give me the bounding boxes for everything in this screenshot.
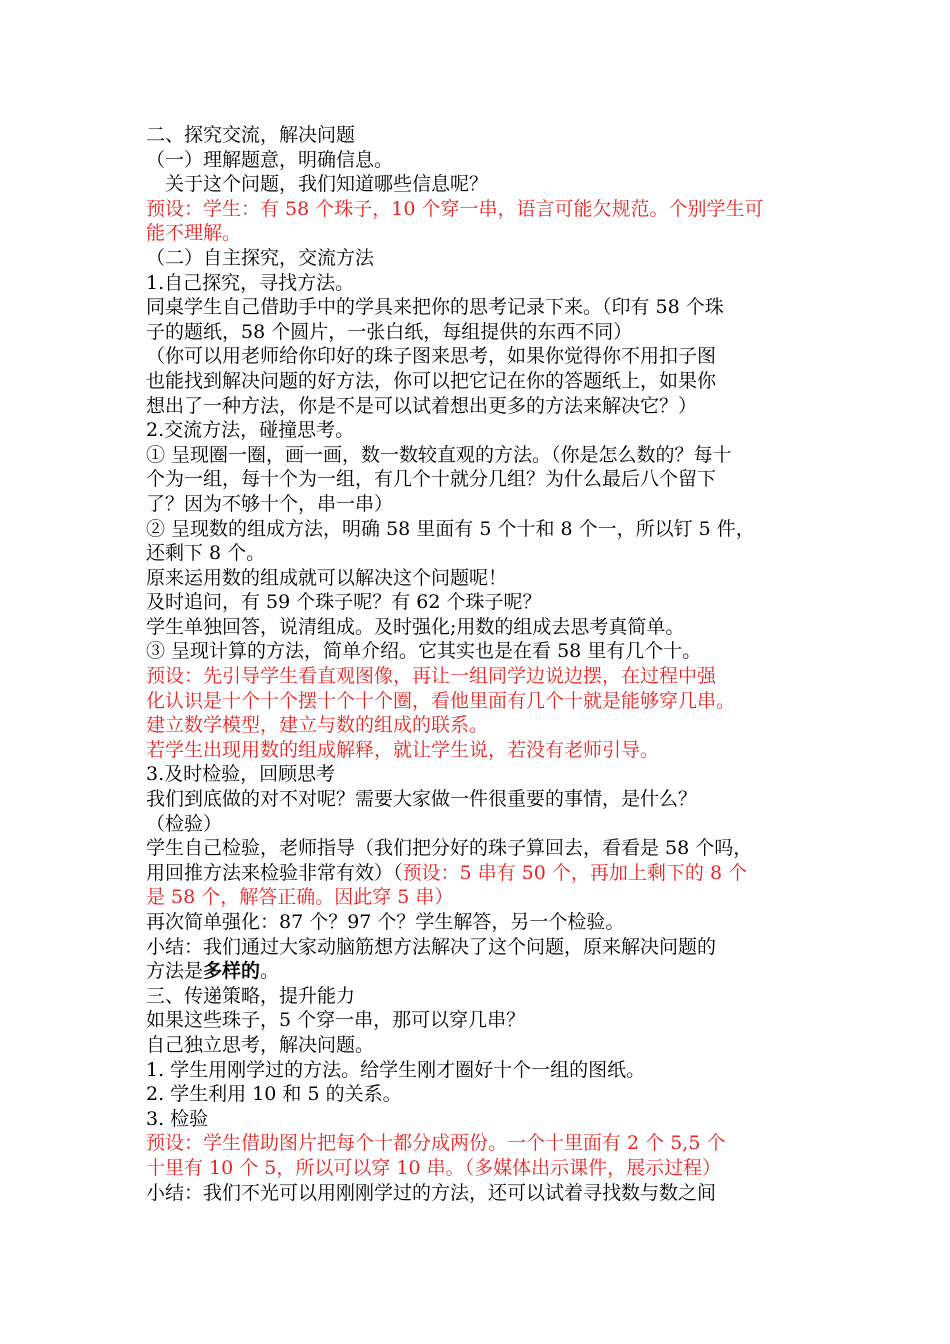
paragraph-line: 再次简单强化：87 个？97 个？学生解答，另一个检验。 [146, 911, 625, 933]
paragraph-line: 我们到底做的对不对呢？需要大家做一件很重要的事情，是什么？ [146, 788, 698, 811]
paragraph-line: 了？因为不够十个，串一串） [146, 492, 394, 515]
paragraph-line [146, 959, 814, 984]
list-item: 3. 检验 [146, 1107, 209, 1130]
paragraph-text: 方法是 [146, 960, 204, 983]
subsection-heading-2: （二）自主探究，交流方法 [146, 246, 375, 269]
document-body [146, 123, 814, 1205]
subsection-heading-1: （一）理解题意，明确信息。 [146, 148, 394, 171]
paragraph-line: 自己独立思考，解决问题。 [146, 1033, 375, 1056]
paragraph-line: ① 呈现圈一圈，画一画，数一数较直观的方法。（你是怎么数的？每十 [146, 443, 732, 466]
paragraph-line: （你可以用老师给你印好的珠子图来思考，如果你觉得你不用扣子图 [146, 345, 717, 368]
preset-note-line: 化认识是十个十个摆十个十个圈，看他里面有几个十就是能够穿几串。 [146, 689, 736, 712]
paragraph-line: 如果这些珠子，5 个穿一串，那可以穿几串？ [146, 1009, 526, 1032]
paragraph-line: 还剩下 8 个。 [146, 542, 266, 565]
preset-note-line: 能不理解。 [146, 222, 242, 245]
paragraph-line: 学生单独回答，说清组成。及时强化;用数的组成去思考真简单。 [146, 615, 685, 638]
list-item: 1. 学生用刚学过的方法。给学生刚才圈好十个一组的图纸。 [146, 1058, 646, 1081]
step-heading-3: 3.及时检验，回顾思考 [146, 763, 336, 786]
paragraph-line: 小结：我们不光可以用刚刚学过的方法，还可以试着寻找数与数之间 [146, 1181, 717, 1204]
preset-note-inline: 预设：5 串有 50 个，再加上剩下的 8 个 [402, 861, 748, 884]
preset-note-line: 预设：学生：有 58 个珠子，10 个穿一串，语言可能欠规范。个别学生可 [146, 197, 764, 220]
paragraph-line: 个为一组，每十个为一组，有几个十就分几组？为什么最后八个留下 [146, 468, 717, 491]
paragraph-text: 。 [260, 960, 280, 983]
paragraph-line: ③ 呈现计算的方法，简单介绍。它其实也是在看 58 里有几个十。 [146, 640, 702, 663]
paragraph-line: 及时追问，有 59 个珠子呢？有 62 个珠子呢？ [146, 591, 542, 614]
list-item: 2. 学生利用 10 和 5 的关系。 [146, 1083, 402, 1106]
preset-note-line: 建立数学模型，建立与数的组成的联系。 [146, 714, 489, 737]
paragraph-line: 子的题纸，58 个圆片，一张白纸，每组提供的东西不同） [146, 320, 633, 343]
paragraph-line: 同桌学生自己借助手中的学具来把你的思考记录下来。（印有 58 个珠 [146, 296, 724, 319]
paragraph-line: 关于这个问题，我们知道哪些信息呢？ [165, 173, 489, 196]
paragraph-line: 小结：我们通过大家动脑筋想方法解决了这个问题，原来解决问题的 [146, 935, 717, 958]
paragraph-line: ② 呈现数的组成方法，明确 58 里面有 5 个十和 8 个一，所以钉 5 件， [146, 517, 755, 540]
step-heading-2: 2.交流方法，碰撞思考。 [146, 419, 355, 442]
paragraph-line: （检验） [146, 812, 223, 835]
paragraph-text: 用回推方法来检验非常有效）（ [146, 861, 403, 884]
section-heading-3: 三、传递策略，提升能力 [146, 984, 356, 1007]
preset-note-line: 预设：先引导学生看直观图像，再让一组同学边说边摆，在过程中强 [146, 665, 717, 688]
preset-note-line: 是 58 个，解答正确。因此穿 5 串） [146, 886, 454, 909]
preset-note-line: 若学生出现用数的组成解释，就让学生说，若没有老师引导。 [146, 738, 660, 761]
paragraph-line: 原来运用数的组成就可以解决这个问题呢！ [146, 566, 508, 589]
step-heading-1: 1.自己探究，寻找方法。 [146, 271, 355, 294]
paragraph-line [146, 861, 814, 886]
paragraph-line: 想出了一种方法，你是不是可以试着想出更多的方法来解决它？） [146, 394, 698, 417]
emphasis-text: 多样的 [203, 960, 261, 983]
preset-note-line: 预设：学生借助图片把每个十都分成两份。一个十里面有 2 个 5,5 个 [146, 1132, 726, 1155]
paragraph-line: 学生自己检验，老师指导（我们把分好的珠子算回去，看看是 58 个吗， [146, 837, 753, 860]
preset-note-line: 十里有 10 个 5，所以可以穿 10 串。（多媒体出示课件，展示过程） [146, 1156, 722, 1179]
paragraph-line: 也能找到解决问题的好方法，你可以把它记在你的答题纸上，如果你 [146, 369, 717, 392]
section-heading-2: 二、探究交流，解决问题 [146, 124, 356, 146]
